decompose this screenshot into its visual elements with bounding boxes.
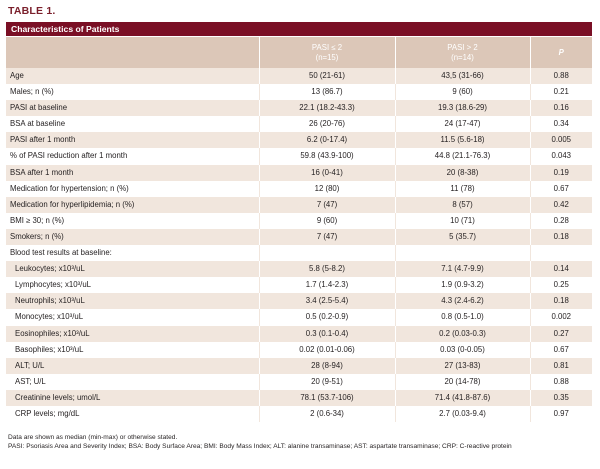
row-label: Smokers; n (%): [6, 229, 259, 245]
header-pasi-gt-2: [395, 37, 530, 68]
row-p-value: 0.005: [530, 132, 592, 148]
table-row: [6, 261, 592, 277]
row-value-pasi-gt-2: 20 (8-38): [395, 165, 530, 181]
row-value-pasi-gt-2: 0.2 (0.03-0.3): [395, 326, 530, 342]
table-body: [6, 68, 592, 422]
row-label: BSA after 1 month: [6, 165, 259, 181]
header-blank-cell: [6, 37, 259, 68]
row-p-value: 0.88: [530, 68, 592, 84]
row-label: BMI ≥ 30; n (%): [6, 213, 259, 229]
table-row: [6, 213, 592, 229]
row-label: Eosinophiles; x10³/uL: [6, 326, 259, 342]
table-row: [6, 148, 592, 164]
header-pasi-gt-2-label: PASI > 2: [447, 42, 478, 52]
row-label: Basophiles; x10³/uL: [6, 342, 259, 358]
row-p-value: 0.19: [530, 165, 592, 181]
header-pasi-le-2-n: (n=15): [315, 52, 339, 62]
table-row: [6, 245, 592, 261]
table-row: [6, 309, 592, 325]
table-row: [6, 132, 592, 148]
row-value-pasi-le-2: 13 (86.7): [259, 84, 395, 100]
row-label: PASI at baseline: [6, 100, 259, 116]
row-value-pasi-gt-2: 19.3 (18.6-29): [395, 100, 530, 116]
row-value-pasi-le-2: 26 (20-76): [259, 116, 395, 132]
row-label: ALT; U/L: [6, 358, 259, 374]
table-row: [6, 277, 592, 293]
row-value-pasi-le-2: 28 (8-94): [259, 358, 395, 374]
row-value-pasi-gt-2: 9 (60): [395, 84, 530, 100]
table-row: [6, 342, 592, 358]
row-value-pasi-le-2: 12 (80): [259, 181, 395, 197]
header-pasi-le-2: [259, 37, 395, 68]
table-row: [6, 374, 592, 390]
row-value-pasi-le-2: 50 (21-61): [259, 68, 395, 84]
row-label: Age: [6, 68, 259, 84]
row-p-value: 0.18: [530, 293, 592, 309]
table-number: TABLE 1.: [8, 5, 56, 17]
row-p-value: 0.88: [530, 374, 592, 390]
row-label: AST; U/L: [6, 374, 259, 390]
row-p-value: 0.27: [530, 326, 592, 342]
row-value-pasi-le-2: 7 (47): [259, 229, 395, 245]
row-value-pasi-le-2: 0.3 (0.1-0.4): [259, 326, 395, 342]
table-caption: Characteristics of Patients: [6, 22, 592, 36]
table-row: [6, 116, 592, 132]
header-pasi-le-2-label: PASI ≤ 2: [311, 42, 343, 52]
row-p-value: 0.28: [530, 213, 592, 229]
table-footnotes: [8, 433, 512, 451]
header-pasi-gt-2-n: (n=14): [451, 52, 474, 62]
row-value-pasi-gt-2: 44.8 (21.1-76.3): [395, 148, 530, 164]
row-value-pasi-le-2: 20 (9-51): [259, 374, 395, 390]
row-value-pasi-le-2: [259, 245, 395, 261]
row-value-pasi-gt-2: 11 (78): [395, 181, 530, 197]
row-value-pasi-gt-2: 4.3 (2.4-6.2): [395, 293, 530, 309]
row-value-pasi-gt-2: [395, 245, 530, 261]
row-p-value: 0.97: [530, 406, 592, 422]
table-row: [6, 100, 592, 116]
table-header-row: [6, 37, 592, 68]
table-row: [6, 197, 592, 213]
row-p-value: 0.67: [530, 181, 592, 197]
row-value-pasi-le-2: 5.8 (5-8.2): [259, 261, 395, 277]
row-p-value: 0.002: [530, 309, 592, 325]
row-p-value: 0.67: [530, 342, 592, 358]
row-p-value: 0.42: [530, 197, 592, 213]
row-label: Males; n (%): [6, 84, 259, 100]
row-label: CRP levels; mg/dL: [6, 406, 259, 422]
footnote-abbreviations: PASI: Psoriasis Area and Severity Index; BSA: Body Surface Area; BMI: Body Mass Index; ALT: alanine transaminase; AST: aspartate transaminase; CRP: C-reactive protein: [8, 443, 512, 451]
row-value-pasi-gt-2: 20 (14-78): [395, 374, 530, 390]
row-label: % of PASI reduction after 1 month: [6, 148, 259, 164]
row-value-pasi-le-2: 0.5 (0.2-0.9): [259, 309, 395, 325]
table-row: [6, 165, 592, 181]
row-label: PASI after 1 month: [6, 132, 259, 148]
row-p-value: 0.18: [530, 229, 592, 245]
table-row: [6, 293, 592, 309]
row-value-pasi-gt-2: 1.9 (0.9-3.2): [395, 277, 530, 293]
row-value-pasi-le-2: 78.1 (53.7-106): [259, 390, 395, 406]
row-value-pasi-le-2: 1.7 (1.4-2.3): [259, 277, 395, 293]
row-value-pasi-gt-2: 2.7 (0.03-9.4): [395, 406, 530, 422]
table-row: [6, 326, 592, 342]
row-value-pasi-gt-2: 11.5 (5.6-18): [395, 132, 530, 148]
row-p-value: [530, 245, 592, 261]
row-label: Creatinine levels; umol/L: [6, 390, 259, 406]
row-p-value: 0.35: [530, 390, 592, 406]
row-value-pasi-gt-2: 71.4 (41.8-87.6): [395, 390, 530, 406]
table-row: [6, 68, 592, 84]
footnote-data-format: Data are shown as median (min-max) or otherwise stated.: [8, 434, 178, 441]
row-p-value: 0.34: [530, 116, 592, 132]
row-p-value: 0.043: [530, 148, 592, 164]
row-value-pasi-le-2: 59.8 (43.9-100): [259, 148, 395, 164]
row-value-pasi-le-2: 6.2 (0-17.4): [259, 132, 395, 148]
row-label: Blood test results at baseline:: [6, 245, 259, 261]
row-label: Neutrophils; x10³/uL: [6, 293, 259, 309]
row-value-pasi-le-2: 0.02 (0.01-0.06): [259, 342, 395, 358]
row-p-value: 0.21: [530, 84, 592, 100]
row-value-pasi-gt-2: 0.8 (0.5-1.0): [395, 309, 530, 325]
row-value-pasi-gt-2: 24 (17-47): [395, 116, 530, 132]
row-label: Lymphocytes; x10³/uL: [6, 277, 259, 293]
row-value-pasi-gt-2: 10 (71): [395, 213, 530, 229]
header-p-value: P: [530, 37, 592, 68]
row-value-pasi-gt-2: 7.1 (4.7-9.9): [395, 261, 530, 277]
row-label: BSA at baseline: [6, 116, 259, 132]
row-value-pasi-gt-2: 8 (57): [395, 197, 530, 213]
row-value-pasi-gt-2: 5 (35.7): [395, 229, 530, 245]
row-label: Monocytes; x10³/uL: [6, 309, 259, 325]
table-row: [6, 181, 592, 197]
row-value-pasi-gt-2: 0.03 (0-0.05): [395, 342, 530, 358]
row-value-pasi-gt-2: 27 (13-83): [395, 358, 530, 374]
table-row: [6, 358, 592, 374]
row-p-value: 0.16: [530, 100, 592, 116]
row-label: Medication for hypertension; n (%): [6, 181, 259, 197]
row-value-pasi-le-2: 3.4 (2.5-5.4): [259, 293, 395, 309]
row-label: Leukocytes; x10³/uL: [6, 261, 259, 277]
row-value-pasi-gt-2: 43,5 (31-66): [395, 68, 530, 84]
table-row: [6, 406, 592, 422]
row-label: Medication for hyperlipidemia; n (%): [6, 197, 259, 213]
table-row: [6, 390, 592, 406]
row-value-pasi-le-2: 9 (60): [259, 213, 395, 229]
row-p-value: 0.14: [530, 261, 592, 277]
patient-characteristics-table: [6, 37, 592, 422]
table-row: [6, 84, 592, 100]
row-p-value: 0.81: [530, 358, 592, 374]
row-value-pasi-le-2: 2 (0.6-34): [259, 406, 395, 422]
row-value-pasi-le-2: 22.1 (18.2-43.3): [259, 100, 395, 116]
row-value-pasi-le-2: 16 (0-41): [259, 165, 395, 181]
row-p-value: 0.25: [530, 277, 592, 293]
row-value-pasi-le-2: 7 (47): [259, 197, 395, 213]
table-row: [6, 229, 592, 245]
